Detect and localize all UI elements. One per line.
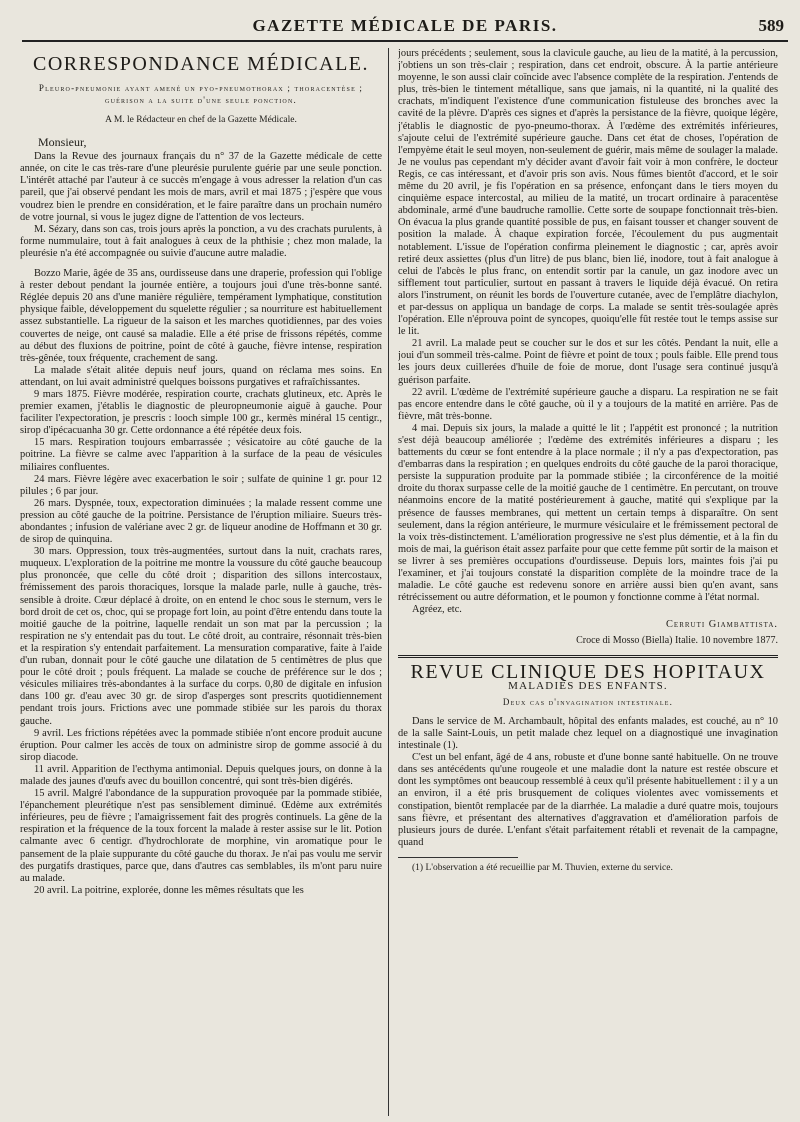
paragraph: 15 avril. Malgré l'abondance de la suppuration provoquée par la pommade stibiée, l'épanchement pleurétique n'est pas sensiblement diminué. Œdème aux extrémités inférieures, peu de fièvre ; l'amaigrissement fait des progrès continuels. La gêne de la respiration et la fréquence de la toux forcent la malade à rester assise sur le lit. Potion calmante avec 6 centigr. d'hydrochlorate de morphine, vin aromatique pour le pansement de la plaie suppurante du côté gauche du thorax. Je n'ai pas voulu me servir des purgatifs drastiques, parce que, dans d'autres cas semblables, ils m'ont paru nuire au malade.	[20, 788, 382, 884]
paragraph: 30 mars. Oppression, toux très-augmentées, surtout dans la nuit, crachats rares, muqueux. L'exploration de la poitrine me montre la voussure du côté gauche beaucoup plus prononcée, que celle du côté droit ; disparition des sillons intercostaux, frémissement des parois thoraciques, lorsque la malade parle, nulle à gauche, très-sensible à droite. Cœur déplacé à droite, on en entend le choc sous le sternum, vers le bord droit de cet os, choc, qui se propage fort loin, au point d'être entendu dans toute la moitié gauche de la poitrine, laquelle rendait un son mat par la percussion ; la respiration ne s'y entendait pas du tout. Le côté droit, au contraire, résonnait très-bien et la respiration s'y entendait parfaitement. La mensuration comparative, faite à l'aide d'un ruban, donnait pour le côté gauche une dilatation de 5 centimètres de plus que pour le côté droit ; pouls fréquent. La malade se couche de préférence sur le dos ; vésicules miliaires très-abondantes à la surface du corps. 0,80 de digitale en infusion dans 100 gr. d'eau avec 30 gr. de sirop d'asperges sont prescrits quotidiennement pendant trois jours. Frictions avec une pommade stibiée sur les parois du thorax gauche.	[20, 546, 382, 727]
signature: Cerruti Giambattista.	[665, 619, 778, 631]
paragraph: 9 mars 1875. Fièvre modérée, respiration courte, crachats glutineux, etc. Après le premier examen, j'établis le diagnostic de pleuropneumonie aiguë à gauche. Pour faciliter l'expectoration, je prescris : looch simple 100 gr., kermès minéral 15 centigr., sirop d'ipécacuanha 30 gr. Cette ordonnance a été répétée deux fois.	[20, 388, 382, 437]
section-rule	[398, 655, 778, 658]
place-date: Croce di Mosso (Biella) Italie. 10 novembre 1877.	[576, 634, 778, 646]
revue-subtitle: MALADIES DES ENFANTS.	[508, 679, 668, 692]
paragraph: 4 mai. Depuis six jours, la malade a quitté le lit ; l'appétit est prononcé ; la nutrition s'est déjà beaucoup améliorée ; l'œdème des extrémités inférieures a disparu ; les battements du cœur se font entendre à la place normale ; il n'y a pas d'expectoration, pas d'embarras dans la respiration ; en quelques endroits du côté gauche de la paroi thoracique, persiste la suppuration produite par la pommade stibiée ; la circonférence de la moitié droite du thorax surpasse celle de la moitié gauche de 1 centimètre. En percutant, on trouve néanmoins encore de la matité postérieurement à gauche, matité qui s'explique par la présence de fausses membranes, qui mettent un certain temps à disparaître. On sent seulement, dans la région antérieure, le murmure vésiculaire et le frémissement pectoral de la voix très-distinctement. L'amélioration progressive ne s'est plus démentie, et à la fin du mois de mai, la guérison était assez parfaite pour que cette femme pût sortir de la maison et se livrer à ses premières occupations d'ourdisseuse. Depuis lors, maintes fois j'ai pu l'examiner, et j'ai toujours constaté la disparition complète de la moindre trace de la maladie. Le côté gauche est redevenu sonore en arrière aussi bien qu'en avant, sans rétrécissement ou autre déformation, et le poumon y fonctionne comme à l'état normal.	[398, 422, 778, 604]
column-divider	[388, 48, 389, 1116]
paragraph: 21 avril. La malade peut se coucher sur le dos et sur les côtés. Pendant la nuit, elle a joui d'un sommeil très-calme. Point de fièvre et point de toux ; pouls faible. Elle prend tous les jours deux cuillerées d'huile de foie de morue, dont l'usage sera continué jusqu'à guérison parfaite.	[398, 338, 778, 386]
paragraph: 20 avril. La poitrine, explorée, donne les mêmes résultats que les	[34, 884, 304, 896]
paragraph: 15 mars. Respiration toujours embarrassée ; vésicatoire au côté gauche de la poitrine. La fièvre se calme avec l'apparition à la surface de la peau de vésicules miliaires confluentes.	[20, 437, 382, 473]
section-title-correspondance: CORRESPONDANCE MÉDICALE.	[32, 53, 370, 75]
right-column	[398, 48, 778, 1116]
page-header	[22, 14, 788, 42]
left-column	[20, 48, 382, 1116]
paragraph: 26 mars. Dyspnée, toux, expectoration diminuées ; la malade ressent comme une pression au côté gauche de la poitrine. Persistance de l'éruption miliaire. Sueurs très-abondantes ; infusion de valériane avec 2 gr. de liqueur anodine de Hoffmann et 30 gr. de sirop de quinquina.	[20, 497, 382, 546]
footnote: (1) L'observation a été recueillie par M. Thuvien, externe du service.	[412, 862, 673, 873]
paragraph-continued: jours précédents ; seulement, sous la clavicule gauche, au lieu de la matité, à la percussion, j'obtiens un son très-clair ; respiration, dans cet endroit, obscure. À la partie antérieure moyenne, le son aussi clair coïncide avec l'absence complète de la respiration. J'entends de plus, très-bien le tintement métallique, sans que jamais, ni la quantité, ni la qualité des crachats, m'indiquent l'existence d'une communication fistuleuse des bronches avec la cavité de la plèvre. D'après ces signes et d'après la persistance de la fièvre, quoique légère, j'établis le diagnostic de pyo-pneumo-thorax. À l'œdème des extrémités inférieures, s'ajoute celui de l'extrémité supérieure gauche. Dans cet état de choses, l'opération de l'empyème était le seul moyen, non-seulement de guérir, mais même de soulager la malade. Je ne voulus pas cependant m'y décider avant d'avoir fait voir à mon confrère, le docteur Regis, ce cas intéressant, et d'avoir pris son avis. Nous fûmes bientôt d'accord, et le soir même du 20 avril, je fis l'opération en sa présence, enfonçant dans le tiers moyen du cinquième espace intercostal, au milieu de la matité, un trocart ordinaire à paracentèse abdominale, armé d'une baudruche ramollie. Cette sorte de soupape fonctionnait très-bien. On évacua la plus grande quantité possible de pus, en faisant tousser et changer souvent de position la malade. À chaque expiration forcée, l'écoulement du pus augmentait notablement. L'issue de l'opération confirma pleinement le diagnostic ; car, après avoir retiré deux assiettes (plus d'un litre) de pus blanc, bien lié, inodore, tout à fait analogue à celui de l'abcès le plus franc, on entendit sortir par la canule, un gaz inodore avec un sifflement tout particulier, surtout en passant à travers le liquide déjà évacué. On retira alors l'instrument, on réunit les bords de l'ouverture cutanée, avec de l'emplâtre diachylon, et par-dessus on appliqua un bandage de corps. La malade se sentit très-soulagée après l'opération. Elle n'éprouva point de syncopes, quoiqu'elle fût restée tout le temps assise sur le lit.	[398, 48, 778, 338]
paragraph: Dans le service de M. Archambault, hôpital des enfants malades, est couché, au n° 10 de la salle Saint-Louis, un petit malade chez lequel on a diagnostiqué une invagination intestinale (1).	[398, 715, 778, 752]
footnote-rule	[398, 857, 518, 858]
salutation: Monsieur,	[38, 135, 87, 150]
page-number: 589	[758, 16, 784, 35]
paragraph: C'est un bel enfant, âgé de 4 ans, robuste et d'une bonne santé habituelle. On ne trouve dans ses antécédents qu'une rougeole et une maladie dont la nature est restée obscure et dont les symptômes ont beaucoup ressemblé à ceux qu'il présente habituellement : il y a un an environ, il a été pris brusquement de coliques violentes avec vomissements et constipation, bientôt remplacée par de la diarrhée. La maladie a duré quatre mois, toujours sans fièvre, et présentant des alternatives d'aggravation et d'amélioration parfois de plusieurs jours de durée. L'enfant s'était parfaitement rétabli et revenait de la campagne, quand	[398, 752, 778, 848]
paragraph: 24 mars. Fièvre légère avec exacerbation le soir ; sulfate de quinine 1 gr. pour 12 pilules ; 6 par jour.	[20, 473, 382, 497]
paragraph: 9 avril. Les frictions répétées avec la pommade stibiée n'ont encore produit aucune éruption. Pour calmer les accès de toux on administre sirop de gomme associé à du sirop diacode.	[20, 727, 382, 763]
revue-case-title: Deux cas d'invagination intestinale.	[502, 696, 674, 707]
paragraph: Dans la Revue des journaux français du n° 37 de la Gazette médicale de cette année, on cite le cas très-rare d'une pleurésie purulente guérie par une seule ponction. L'intérêt attaché par l'auteur à ce succès m'engage à vous adresser la relation d'un cas pareil, que j'ai observé pendant les mois de mars, avril et mai 1875 ; j'espère que vous voudrez bien le prendre en considération, et le faire paraître dans un prochain numéro de votre journal, si vous le jugez digne de l'attention de vos lecteurs.	[20, 151, 382, 223]
closing: Agréez, etc.	[412, 604, 462, 616]
paragraph: Bozzo Marie, âgée de 35 ans, ourdisseuse dans une draperie, profession qui l'oblige à rester debout pendant la journée entière, a toujours joui d'une très-bonne santé. Réglée depuis 20 ans d'une manière régulière, tempérament lymphatique, constitution physique faible, développement du squelette régulier ; sa nourriture est habituellement assez substantielle. La rigueur de la saison et les marches quotidiennes, par des voies couvertes de neige, ont causé sa maladie. Elle a été prise de frissons répétés, comme au début des fluxions de poitrine, point de côté à gauche, fièvre intense, respiration très-gênée, toux fréquente, crachement de sang.	[20, 268, 382, 364]
spacer	[20, 260, 382, 268]
section-title-revue: REVUE CLINIQUE DES HOPITAUX	[410, 660, 766, 683]
paragraph: La malade s'était alitée depuis neuf jours, quand on réclama mes soins. En attendant, on lui avait administré quelques boissons purgatives et rafraîchissantes.	[20, 364, 382, 388]
paragraph: 11 avril. Apparition de l'ecthyma antimonial. Depuis quelques jours, on donne à la malade des jaunes d'œufs avec du bouillon concentré, qui sont très-bien digérés.	[20, 763, 382, 787]
article-subtitle: Pleuro-pneumonie ayant amené un pyo-pneumothorax ; thoracentèse ; guérison a la suite d'une seule ponction.	[38, 83, 364, 105]
journal-title: GAZETTE MÉDICALE DE PARIS.	[252, 16, 558, 35]
paragraph: M. Sézary, dans son cas, trois jours après la ponction, a vu des crachats purulents, à forme nummulaire, tout à fait analogues à ceux de la phthisie ; chez mon malade, la pleurésie n'a été accompagnée ou suivie d'aucune autre maladie.	[20, 223, 382, 259]
editor-address: A M. le Rédacteur en chef de la Gazette Médicale.	[105, 115, 297, 125]
paragraph: 22 avril. L'œdème de l'extrémité supérieure gauche a disparu. La respiration ne se fait pas encore entendre dans le côté gauche, où il y a toujours de la matité en arrière. Pas de fièvre, mât très-bonne.	[398, 386, 778, 422]
